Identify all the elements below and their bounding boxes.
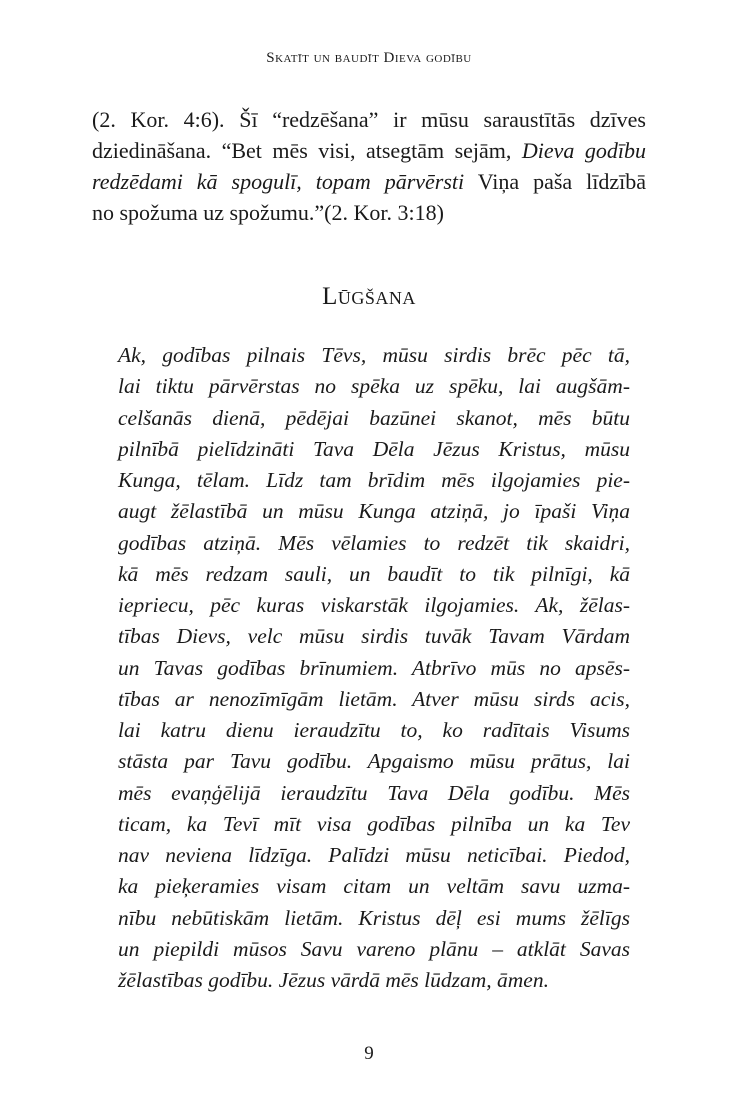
prayer-line: ticam, ka Tevī mīt visa godības pilnība un ka Tev	[118, 811, 630, 836]
intro-line	[92, 135, 646, 166]
prayer-line: godības atziņā. Mēs vēlamies to redzēt tik skaidri,	[118, 530, 630, 555]
page-number: 9	[364, 1043, 374, 1064]
prayer-line: ka pieķeramies visam citam un veltām savu uzma-	[118, 874, 630, 899]
prayer-line: nību nebūtiskām lietām. Kristus dēļ esi mums žēlīgs	[118, 905, 630, 930]
prayer-line: tības Dievs, velc mūsu sirdis tuvāk Tavam Vārdam	[118, 624, 630, 649]
intro-paragraph	[92, 104, 646, 228]
intro-line-text: dziedināšana. “Bet mēs visi, atsegtām sejām,	[92, 138, 522, 163]
prayer-line: nav neviena līdzīga. Palīdzi mūsu neticībai. Piedod,	[118, 843, 630, 867]
prayer-line: stāsta par Tavu godību. Apgaismo mūsu prātus, lai	[118, 749, 630, 774]
intro-line-italic: Dieva godību	[521, 138, 646, 163]
prayer-line: iepriecu, pēc kuras viskarstāk ilgojamies. Ak, žēlas-	[118, 593, 630, 617]
running-head: Skatīt un baudīt Dieva godību	[266, 50, 472, 66]
prayer-line: Ak, godības pilnais Tēvs, mūsu sirdis brēc pēc tā,	[118, 343, 630, 367]
intro-line	[92, 166, 646, 197]
prayer-line: un piepildi mūsos Savu vareno plānu – atklāt Savas	[118, 936, 630, 961]
prayer-paragraph	[118, 340, 630, 996]
prayer-line: mēs evaņģēlijā ieraudzītu Tava Dēla godību. Mēs	[118, 780, 630, 805]
intro-line-text: no spožuma uz spožumu.”(2. Kor. 3:18)	[92, 200, 444, 225]
intro-line	[92, 197, 646, 228]
prayer-line: kā mēs redzam sauli, un baudīt to tik pilnīgi, kā	[118, 561, 630, 586]
prayer-line: pilnībā pielīdzināti Tava Dēla Jēzus Kristus, mūsu	[118, 436, 630, 461]
prayer-line: lai katru dienu ieraudzītu to, ko radītais Visums	[118, 718, 630, 742]
prayer-line: tības ar nenozīmīgām lietām. Atver mūsu sirds acis,	[118, 686, 630, 711]
prayer-line: celšanās dienā, pēdējai bazūnei skanot, mēs būtu	[118, 405, 630, 430]
intro-line	[92, 104, 646, 135]
prayer-line: un Tavas godības brīnumiem. Atbrīvo mūs no apsēs-	[118, 655, 630, 680]
prayer-line: žēlastības godību. Jēzus vārdā mēs lūdzam, āmen.	[118, 968, 549, 992]
prayer-line: lai tiktu pārvērstas no spēka uz spēku, lai augšām-	[118, 374, 630, 399]
prayer-line: augt žēlastībā un mūsu Kunga atziņā, jo īpaši Viņa	[118, 499, 630, 524]
prayer-line: Kunga, tēlam. Līdz tam brīdim mēs ilgojamies pie-	[118, 468, 630, 492]
section-title: Lūgšana	[322, 283, 416, 310]
intro-line-text: (2. Kor. 4:6). Šī “redzēšana” ir mūsu saraustītās dzīves	[92, 107, 646, 132]
intro-line-text: Viņa paša līdzībā	[464, 169, 646, 194]
intro-line-italic: redzēdami kā spogulī, topam pārvērsti	[92, 169, 465, 194]
